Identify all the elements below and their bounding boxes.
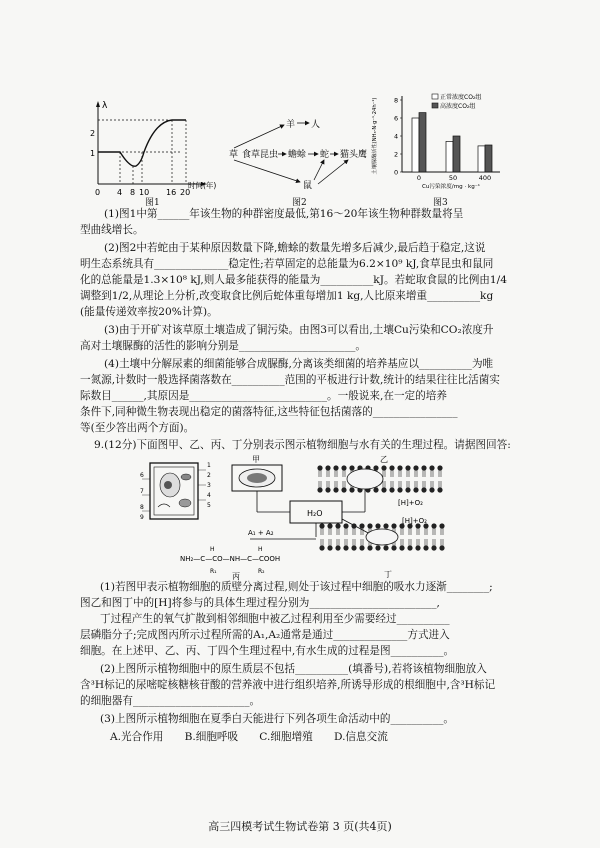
bing-reactants: A₁ + A₂ [248, 529, 274, 537]
fig1-y-tick: 1 [90, 149, 96, 158]
fig3-x-tick: 400 [478, 174, 492, 182]
svg-text:5: 5 [207, 502, 211, 509]
q-line: 高对土壤脲酶的活性的影响分别是______________________。 [80, 340, 367, 352]
fig1-x-label: 时间(年) [188, 181, 217, 190]
figure-3-bar-chart [368, 90, 508, 196]
svg-text:8: 8 [140, 504, 144, 511]
q-line: (3)上图所示植物细胞在夏季白天能进行下列各项生命活动中的__________。 [100, 713, 455, 725]
figure-3-caption: 图3 [433, 198, 448, 208]
label-ding: 丁 [384, 570, 392, 579]
fig3-y-tick: 4 [394, 132, 399, 141]
figure-1-line-chart [80, 96, 217, 202]
yi-reaction: [H]+O₂ [398, 499, 423, 507]
node-rat: 鼠 [303, 181, 313, 191]
fig1-x-tick: 16 [166, 188, 177, 197]
fig1-lambda-curve [98, 120, 186, 166]
svg-text:H: H [258, 546, 263, 553]
q-line: (1)图1中第______年该生物的种群密度最低,第16～20年该生物种群数量将呈 [104, 208, 464, 220]
label-yi: 乙 [380, 455, 388, 464]
svg-text:R₁: R₁ [210, 568, 217, 575]
q-line: 型曲线增长。 [80, 224, 144, 236]
node-snake: 蛇 [320, 150, 330, 160]
figure-2-food-web [228, 112, 388, 198]
svg-text:R₂: R₂ [258, 568, 265, 575]
fig3-y-label: 土壤脲酶活性(NH₃-N·g⁻¹·24h⁻¹) [372, 97, 378, 175]
node-owl: 猫头鹰 [340, 150, 368, 160]
svg-text:1: 1 [207, 462, 211, 469]
q-line: 调整到1/2,从理论上分析,改变取食比例后蛇体重每增加1 kg,人比原来增重__________kg [80, 290, 494, 302]
q-line: 含³H标记的尿嘧啶核糖核苷酸的营养液中进行组织培养,所诱导形成的根细胞中,含³H标记 [80, 679, 496, 691]
q-line: (2)上图所示植物细胞中的原生质层不包括__________(填番号),若将该植物细胞放入 [100, 663, 487, 675]
fig3-y-tick: 8 [394, 96, 399, 105]
fig3-x-tick: 0 [416, 174, 422, 182]
fig3-bar [446, 141, 453, 172]
fig1-x-tick: 4 [117, 188, 123, 197]
q-line: (能量传递效率按20%计算)。 [80, 306, 218, 318]
fig3-y-tick: 2 [394, 150, 399, 159]
q9-heading: 9.(12分)下面图甲、乙、丙、丁分别表示图示植物细胞与水有关的生理过程。请据图回答: [94, 439, 511, 451]
fig3-x-tick: 50 [448, 174, 458, 182]
q9-cell-water-diagram [140, 455, 460, 580]
fig1-x-tick: 0 [95, 188, 101, 197]
figure-2-caption: 图2 [292, 198, 307, 208]
node-grass: 草 [229, 150, 239, 160]
q-line: 图乙和图丁中的[H]将参与的具体生理过程分别为________________________, [80, 597, 440, 609]
water-label: H₂O [307, 509, 323, 518]
fig3-bar [478, 146, 485, 172]
svg-text:9: 9 [140, 514, 144, 521]
plant-cell-diagram [140, 462, 211, 521]
svg-text:4: 4 [207, 492, 211, 499]
fig3-bar [485, 145, 492, 172]
fig1-x-tick: 8 [130, 188, 136, 197]
q-line: (2)图2中若蛇由于某种原因数量下降,蟾蜍的数量先增多后减少,最后趋于稳定,这说 [104, 242, 486, 254]
svg-text:H: H [210, 546, 215, 553]
fig3-legend-swatch [432, 94, 438, 99]
q-line: 一氮源,计数时一般选择菌落数在__________范围的平板进行计数,统计的结果往往比活菌实 [80, 374, 500, 386]
fig1-x-tick: 20 [180, 188, 191, 197]
answer-options: A.光合作用 B.细胞呼吸 C.细胞增殖 D.信息交流 [110, 731, 388, 743]
q-line: 条件下,同种微生物表现出稳定的菌落特征,这些特征包括菌落的________________ [80, 406, 458, 418]
q-line: 层磷脂分子;完成图丙所示过程所需的A₁,A₂通常是通过______________方式进入 [80, 629, 450, 641]
q-line: 际数目______,其原因是__________________________。一般说来,在一定的培养 [80, 390, 447, 402]
figure-1-caption: 图1 [145, 198, 160, 208]
fig3-legend-label: 正常浓度CO₂组 [440, 94, 482, 101]
fig1-x-tick: 10 [139, 188, 150, 197]
q-line: (4)土壤中分解尿素的细菌能够合成脲酶,分离该类细菌的培养基应以__________为唯 [104, 358, 494, 370]
q-line: (3)由于开矿对该草原土壤造成了铜污染。由图3可以看出,土壤Cu污染和CO₂浓度升 [104, 324, 494, 336]
fig3-bar [453, 136, 460, 172]
q-line: 的细胞器有______________________。 [80, 695, 261, 707]
svg-text:2: 2 [207, 472, 211, 479]
svg-text:3: 3 [207, 482, 211, 489]
page-footer: 高三四模考试生物试卷第 3 页(共4页) [208, 820, 392, 833]
q-line: (1)若图甲表示植物细胞的质壁分离过程,则处于该过程中细胞的吸水力逐渐________; [100, 581, 493, 593]
ding-reaction: [H]+O₂ [402, 517, 427, 525]
node-toad: 蟾蜍 [288, 150, 307, 160]
node-human: 人 [311, 120, 321, 130]
label-jia: 甲 [252, 455, 260, 464]
fig3-bar [412, 118, 419, 172]
q-line: 细胞。在上述甲、乙、丙、丁四个生理过程中,有水生成的过程是图__________。 [80, 645, 455, 657]
q-line: 等(至少答出两个方面)。 [80, 422, 195, 434]
svg-text:6: 6 [140, 472, 144, 479]
label-bing: 丙 [232, 572, 240, 581]
fig3-x-label: Cu污染浓度/mg · kg⁻¹ [421, 184, 481, 190]
fig3-y-tick: 6 [394, 114, 399, 123]
fig3-legend-swatch [432, 103, 438, 108]
svg-text:7: 7 [140, 488, 144, 495]
fig1-y-tick: 2 [90, 129, 96, 138]
fig1-y-label: λ [102, 101, 108, 111]
node-sheep: 羊 [286, 120, 296, 130]
q-line: 化的总能量是1.3×10⁸ kJ,则人最多能获得的能量为__________kJ。若蛇取食鼠的比例由1/4 [80, 274, 507, 286]
fig3-bar [419, 113, 426, 172]
q-line: 丁过程产生的氧气扩散到相邻细胞中被乙过程利用至少需要经过__________ [100, 613, 450, 625]
fig3-y-tick: 0 [394, 168, 399, 177]
q-line: 明生态系统具有______________稳定性;若草固定的总能量为6.2×10⁹ kJ,食草昆虫和鼠同 [80, 258, 494, 270]
node-herbivorous-insect: 食草昆虫 [242, 150, 279, 160]
fig3-legend-label: 高浓度CO₂组 [440, 103, 476, 110]
peptide-formula: NH₂—C—CO—NH—C—COOH [180, 555, 281, 563]
